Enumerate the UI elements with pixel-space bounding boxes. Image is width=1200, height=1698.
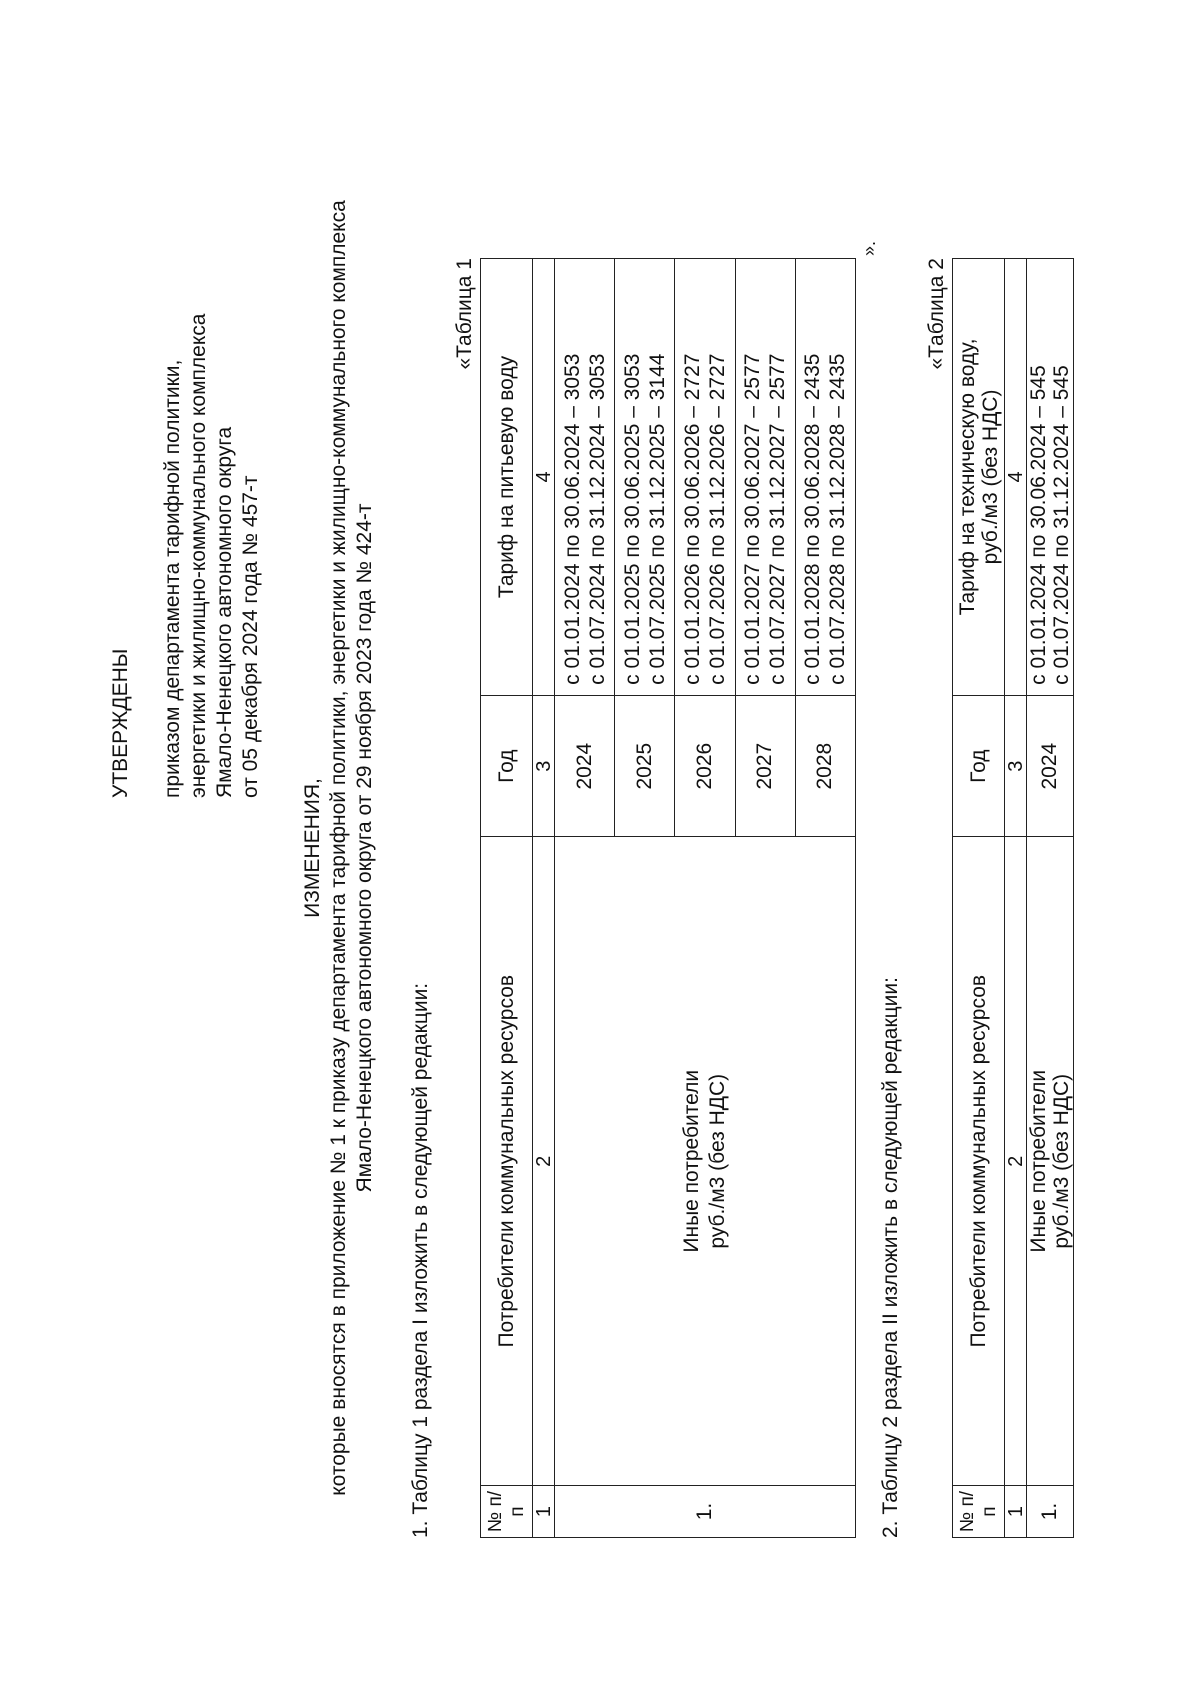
tariff-period: с 01.01.2025 по 30.06.2025 – 3053 bbox=[620, 353, 644, 685]
approval-block bbox=[108, 158, 264, 798]
year-cell: 2024 bbox=[555, 695, 615, 837]
tariff-period: с 01.07.2024 по 31.12.2024 – 545 bbox=[1050, 365, 1073, 685]
tariff-period: с 01.07.2024 по 31.12.2024 – 3053 bbox=[585, 353, 609, 685]
tariff-cell bbox=[795, 259, 855, 696]
table1-caption: «Таблица 1 bbox=[453, 258, 476, 370]
column-number: 1 bbox=[1005, 1486, 1027, 1538]
tariff-cell bbox=[555, 259, 615, 696]
approval-line: Ямало-Ненецкого автономного округа bbox=[213, 426, 236, 798]
changes-heading bbox=[300, 138, 378, 1558]
tariff-period: с 01.01.2024 по 30.06.2024 – 3053 bbox=[560, 353, 584, 685]
header-tariff bbox=[953, 259, 1005, 696]
consumer-cell bbox=[1027, 837, 1074, 1486]
header-year: Год bbox=[481, 695, 533, 837]
tariff-period: с 01.01.2027 по 30.06.2027 – 2577 bbox=[741, 353, 765, 685]
row-num: 1. bbox=[555, 1486, 856, 1538]
header-tariff-line: Тариф на техническую воду, bbox=[955, 338, 979, 616]
consumer-unit: руб./м3 (без НДС) bbox=[1050, 1073, 1073, 1249]
header-consumers: Потребители коммунальных ресурсов bbox=[481, 837, 533, 1486]
header-num: № п/п bbox=[953, 1486, 1005, 1538]
approval-line: от 05 декабря 2024 года № 457-т bbox=[239, 475, 262, 798]
tariff-period: с 01.01.2028 по 30.06.2028 – 2435 bbox=[801, 353, 825, 685]
consumer-unit: руб./м3 (без НДС) bbox=[706, 1073, 729, 1249]
changes-subtitle-line: Ямало-Ненецкого автономного округа от 29 ноября 2023 года № 424-т bbox=[353, 503, 376, 1193]
column-number: 2 bbox=[1005, 837, 1027, 1486]
column-number: 4 bbox=[533, 259, 555, 696]
approval-title: УТВЕРЖДЕНЫ bbox=[109, 648, 132, 798]
tariff-period: с 01.01.2024 по 30.06.2024 – 545 bbox=[1027, 365, 1050, 685]
tariff-period: с 01.07.2025 по 31.12.2025 – 3144 bbox=[645, 353, 669, 685]
tariff-cell bbox=[675, 259, 735, 696]
column-number: 3 bbox=[1005, 695, 1027, 837]
section2-heading: 2. Таблицу 2 раздела II изложить в следующей редакции: bbox=[879, 977, 902, 1538]
changes-title: ИЗМЕНЕНИЯ, bbox=[301, 778, 324, 918]
tariff-table-1 bbox=[480, 258, 856, 1538]
year-cell: 2026 bbox=[675, 695, 735, 837]
year-cell: 2027 bbox=[735, 695, 795, 837]
row-num: 1. bbox=[1027, 1486, 1074, 1538]
tariff-cell bbox=[615, 259, 675, 696]
table2-caption: «Таблица 2 bbox=[925, 258, 948, 370]
section1-heading: 1. Таблицу 1 раздела I изложить в следующей редакции: bbox=[409, 982, 432, 1538]
changes-subtitle-line: которые вносятся в приложение № 1 к приказу департамента тарифной политики, энергетики и жилищно-коммунального комплекса bbox=[327, 200, 350, 1496]
tariff-cell bbox=[1027, 259, 1074, 696]
header-tariff: Тариф на питьевую воду bbox=[481, 259, 533, 696]
column-number: 4 bbox=[1005, 259, 1027, 696]
header-num: № п/п bbox=[481, 1486, 533, 1538]
consumer-label: Иные потребители bbox=[680, 1069, 703, 1253]
header-consumers: Потребители коммунальных ресурсов bbox=[953, 837, 1005, 1486]
approval-line: энергетики и жилищно-коммунального комплекса bbox=[187, 313, 210, 798]
header-tariff-line: руб./м3 (без НДС) bbox=[978, 389, 1002, 565]
column-number: 1 bbox=[533, 1486, 555, 1538]
tariff-period: с 01.01.2026 по 30.06.2026 – 2727 bbox=[680, 353, 704, 685]
tariff-period: с 01.07.2028 по 31.12.2028 – 2435 bbox=[826, 353, 850, 685]
header-year: Год bbox=[953, 695, 1005, 837]
column-number: 2 bbox=[533, 837, 555, 1486]
table1-closing-quote: ». bbox=[859, 240, 879, 256]
consumer-cell bbox=[555, 837, 856, 1486]
year-cell: 2028 bbox=[795, 695, 855, 837]
consumer-label: Иные потребители bbox=[1027, 1069, 1050, 1253]
year-cell: 2025 bbox=[615, 695, 675, 837]
tariff-table-2 bbox=[952, 258, 1074, 1538]
year-cell: 2024 bbox=[1027, 695, 1074, 837]
approval-line: приказом департамента тарифной политики, bbox=[161, 359, 184, 798]
tariff-cell bbox=[735, 259, 795, 696]
column-number: 3 bbox=[533, 695, 555, 837]
tariff-period: с 01.07.2026 по 31.12.2026 – 2727 bbox=[705, 353, 729, 685]
tariff-period: с 01.07.2027 по 31.12.2027 – 2577 bbox=[766, 353, 790, 685]
